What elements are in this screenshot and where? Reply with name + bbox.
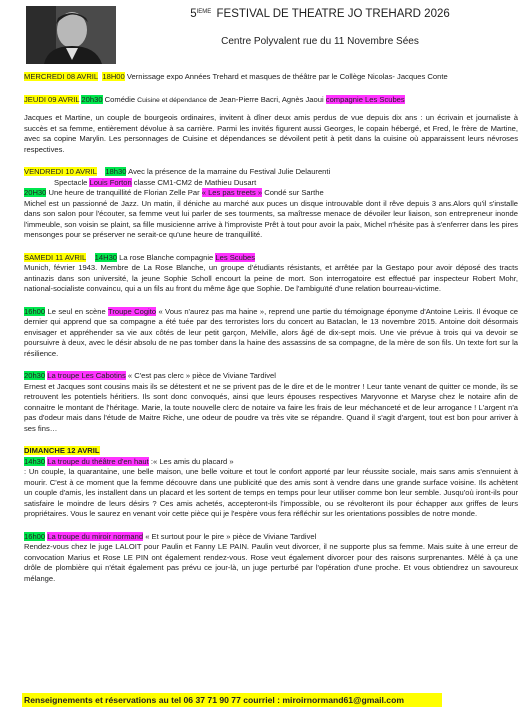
event-text: classe CM1-CM2 de Mathieu Dusart xyxy=(131,177,257,187)
event-time: 20h30 xyxy=(24,371,46,380)
event-text: :« Les amis du placard » xyxy=(148,456,234,466)
event-saturday xyxy=(24,253,518,264)
event-sunday xyxy=(24,446,518,457)
festival-title xyxy=(120,8,520,20)
event-company: Les Scubes xyxy=(215,252,256,262)
event-company: compagnie Les Scubes xyxy=(325,94,405,104)
event-time: 18H00 xyxy=(102,72,125,81)
event-text: Une heure de tranquillité de Florian Zelle Par xyxy=(46,188,202,197)
event-saturday-afternoon xyxy=(24,307,518,360)
contact-footer: Renseignements et réservations au tel 06 37 71 90 77 courriel : miroirnormand61@gmail.com xyxy=(22,693,442,707)
event-description: Michel est un passionné de Jazz. Un matin, il déniche au marché aux puces un disque introuvable dont il rêve depuis 3 ans.Alors qu'il s'installe dans son salon pour l'écouter, sa femme veut lui parler de ses tourments, sa maîtresse menace de dévoiler leur liaison, son entrepreneur inonde l'immeuble, son voisin se plaint, sa fille musicienne arrive à l'improviste Prêt à tout pour avoir la paix, Michel n'hésite pas à s'enferrer dans les pires mensonges pour se préserver ne serait-ce qu'une heure de tranquillité. xyxy=(24,198,518,239)
event-date: JEUDI 09 AVRIL xyxy=(24,94,80,104)
event-company: « Les pas treets » xyxy=(201,188,263,197)
event-text: « C'est pas clerc » pièce de Viviane Tardivel xyxy=(125,371,276,380)
festival-photo xyxy=(26,6,116,64)
event-text: Vernissage expo Années Trehard et masques de théâtre par le Collège Nicolas- Jacques Conte xyxy=(124,72,448,81)
event-friday-line3 xyxy=(24,188,518,199)
event-text: Le seul en scène xyxy=(45,306,108,316)
event-company: La troupe du théâtre d'en haut xyxy=(47,456,149,466)
event-time: 14h30 xyxy=(24,456,46,466)
event-description: Jacques et Martine, un couple de bourgeois ordinaires, invitent à dîner deux amis perdus de vue depuis dix ans : un écrivain et journaliste à succès et sa femme, entièrement dévolue à sa carrière. Parmi les invités figurent aussi Georges, le copain hébergé, et Fred, le frère de Martine, avec sa copine Marylin. Les personnages de Cuisine et dépendances se dévoilent petit à petit dans la cuisine où apparaissent leurs névroses respectives. xyxy=(24,113,518,154)
event-friday xyxy=(24,167,518,178)
event-company: Louis Forton xyxy=(89,177,132,187)
title-prefix: 5 xyxy=(190,8,197,20)
event-author: de Jean-Pierre Bacri, Agnès Jaoui xyxy=(206,94,326,104)
event-text: Avec la présence de la marraine du Festival Julie Delaurenti xyxy=(126,167,331,176)
event-time: 16h00 xyxy=(24,306,46,316)
event-play-subtitle: Cuisine et dépendance xyxy=(137,96,207,104)
program-content xyxy=(24,72,518,584)
event-text: « Et surtout pour le pire » pièce de Viviane Tardivel xyxy=(143,531,317,541)
event-sunday-afternoon xyxy=(24,532,518,543)
event-thursday xyxy=(24,95,518,107)
title-superscript: IEME xyxy=(196,9,212,15)
event-text: La rose Blanche compagnie xyxy=(117,252,216,262)
event-date: DIMANCHE 12 AVRIL xyxy=(24,446,100,455)
event-description: Ernest et Jacques sont cousins mais ils se détestent et ne se privent pas de le dire et de le montrer ! Leur tante venant de quitter ce monde, ils se retrouvent les potentiels héritiers. Ils sont donc convoqués, ainsi que leurs épouses respectives Maryvonne et Maryse chez le notaire afin de connaitre le montant de l'héritage. Marie, la toute nouvelle clerc de notaire va faire les frais de leur méchanceté et de leur arrogance ! L'argent n'a pas d'odeur mais dans l'étude de Maitre Riche, une odeur de poudre va très vite se répandre. Quand il s'agit d'argent, tout est bon pour arriver à ses fins… xyxy=(24,381,518,433)
event-time: 18h30 xyxy=(105,167,127,176)
event-play: Comédie xyxy=(102,94,138,104)
event-company: La troupe Les Cabotins xyxy=(47,371,126,380)
venue-subtitle: Centre Polyvalent rue du 11 Novembre Sées xyxy=(221,36,419,47)
event-description: : Un couple, la quarantaine, une belle maison, une belle voiture et tout le confort apporté par leur réussite sociale, mais sans amis s'ennuient à mourir. C'est à ce moment que la femme découvre dans une publicité que des amis sont à vendre dans une grande surface voisine. Ils achètent un couple d'amis, les installent dans un placard et les sortent de temps en temps pour leur utiliser comme bon leur semble. Jusqu'où iront-ils pour satisfaire le moindre de leurs désirs ? Ces amis achetés, accepteront-ils l'impossible, ou se révolteront ils pour échapper aux griffes de leurs propriétaires. Vous le saurez en venant voir cette pièce qui je l'espère vous fera réfléchir sur les orientations possibles de notre monde. xyxy=(24,467,518,518)
event-time: 14H30 xyxy=(94,252,118,262)
event-date: MERCREDI 08 AVRIL xyxy=(24,72,99,81)
event-company: Troupe Cogito xyxy=(107,306,157,316)
title-main: FESTIVAL DE THEATRE JO TREHARD 2026 xyxy=(216,8,450,20)
event-description: Rendez-vous chez le juge LALOIT pour Paulin et Fanny LE PAIN. Paulin veut divorcer, il ne supporte plus sa femme. Mais suite à une erreur de convocation Marius et Rose LE PIN ont également rendez-vous. Rose veut également divorcer pour des raisons surprenantes. Mêlé à ça une drôle de plombière qui n'était également pas prévu ce jour-là, un juge perturbé par l'opération d'une proche. Et vous obtiendrez un savoureux mélange. xyxy=(24,542,518,583)
event-description: Munich, février 1943. Membre de La Rose Blanche, un groupe d'étudiants résistants, et arrêtée par la Gestapo pour avoir déposé des tracts antinazis dans son université, la jeune Sophie Scholl encourt la peine de mort. Son interrogatoire est effectué par inspecteur Robert Mohr, national-socialiste convaincu, qui a un fils au front du même âge que Sophie. De l'ambiguïté d'une relation bourreau-victime. xyxy=(24,263,518,293)
event-text: Spectacle xyxy=(54,177,90,187)
event-time: 20h30 xyxy=(81,94,103,104)
event-date: SAMEDI 11 AVRIL xyxy=(24,252,87,262)
event-description: « Vous n'aurez pas ma haine », reprend une partie du témoignage éponyme d'Antoine Leiris. Il évoque ce dernier qui apprend que sa compagne a été tuée par des terroristes lors du concert au Bataclan, le 13 novembre 2015. Antoine doit désormais envisager et appréhender sa vie aux côtés de leur petit garçon, Melville, alors âgé de dix-sept mois. Une vie prévue à trois qui va devoir se poursuivre à deux, avec le désir absolu de ne pas tomber dans la haine des assassins de sa compagne, de la mère de son fils. Un texte fort sur la résilience. xyxy=(24,306,518,358)
event-time: 20H30 xyxy=(24,188,47,197)
event-text: Condé sur Sarthe xyxy=(262,188,324,197)
event-saturday-evening xyxy=(24,371,518,382)
event-friday-line2 xyxy=(24,178,518,189)
event-date: VENDREDI 10 AVRIL xyxy=(24,167,97,176)
event-time: 16h00 xyxy=(24,531,46,541)
event-wednesday xyxy=(24,72,518,83)
event-company: La troupe du miroir normand xyxy=(47,531,144,541)
event-sunday-line xyxy=(24,457,518,468)
